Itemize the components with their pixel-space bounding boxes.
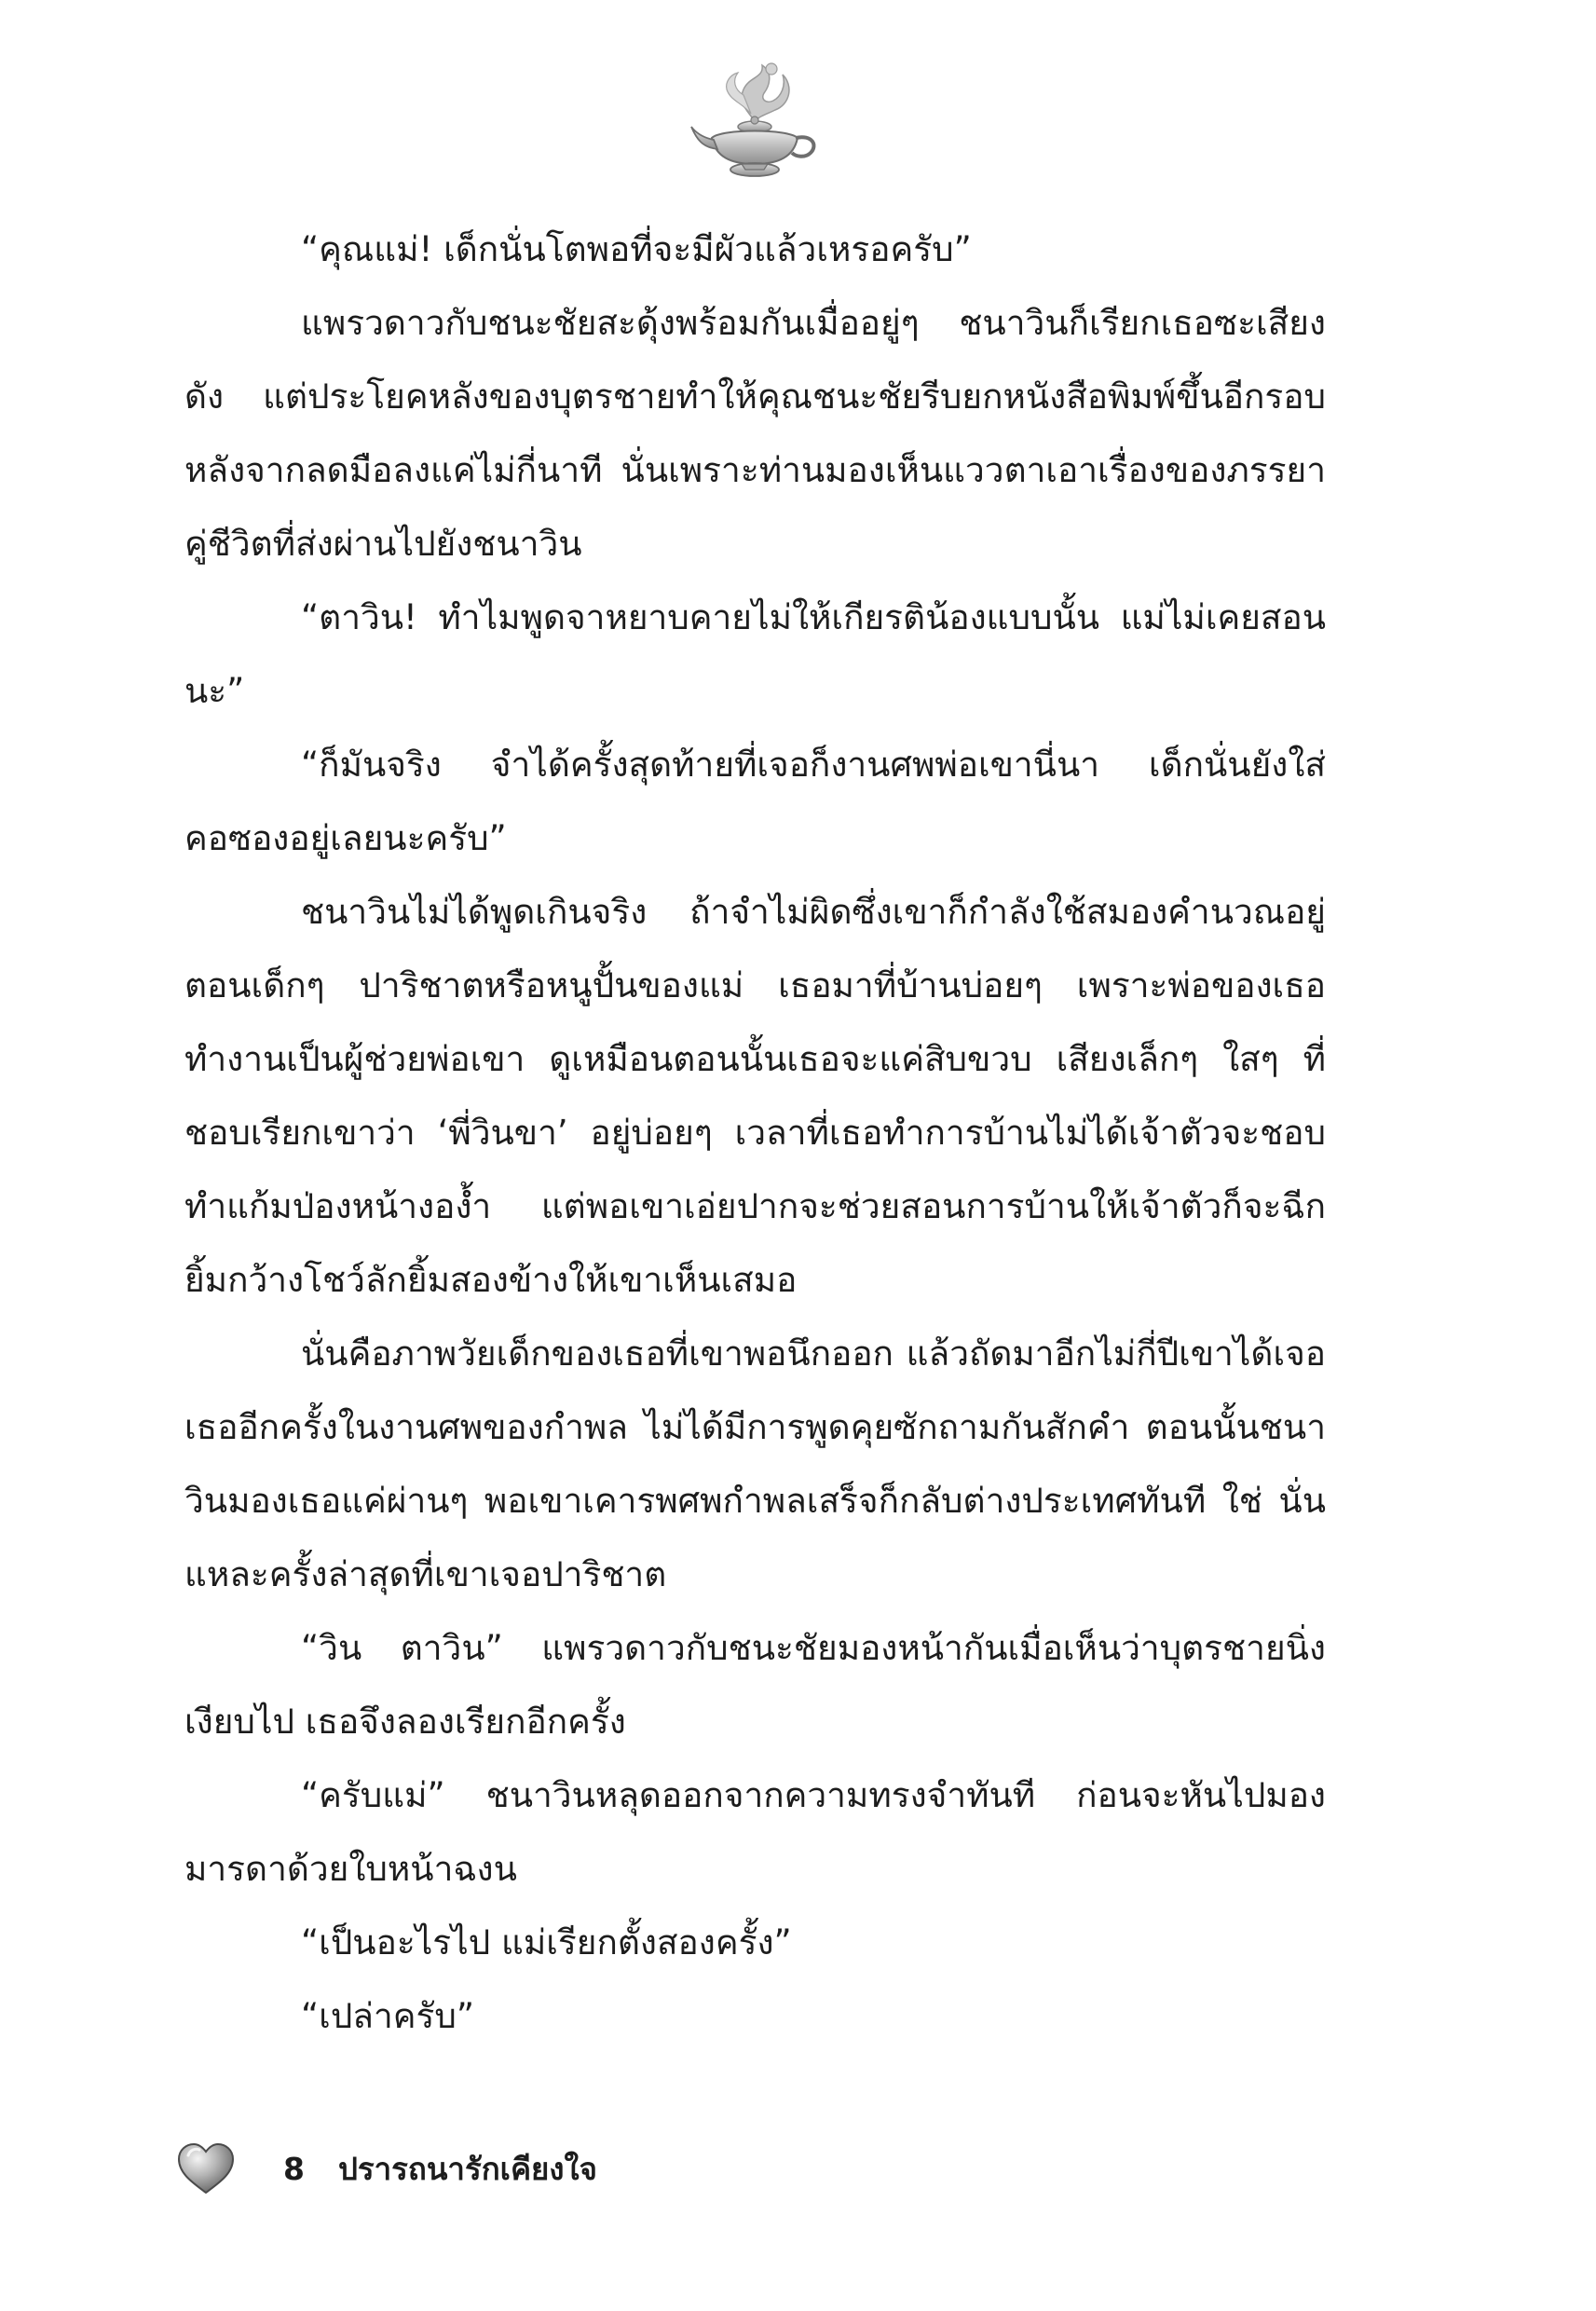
heart-icon [177, 2142, 235, 2195]
paragraph: “คุณแม่! เด็กนั่นโตพอที่จะมีผัวแล้วเหรอครับ” [301, 229, 972, 269]
paragraph: “เปล่าครับ” [301, 1996, 475, 2036]
paragraph: “ตาวิน! ทำไมพูดจาหยาบคายไม่ให้เกียรติน้องแบบนั้น แม่ไม่เคยสอนนะ” [184, 597, 1326, 711]
paragraph: “วิน ตาวิน” แพรวดาวกับชนะชัยมองหน้ากันเมื่อเห็นว่าบุตรชายนิ่งเงียบไป เธอจึงลองเรียกอีกครั้ง [184, 1628, 1326, 1742]
paragraph: “ก็มันจริง จำได้ครั้งสุดท้ายที่เจอก็งานศพพ่อเขานี่นา เด็กนั่นยังใส่คอซองอยู่เลยนะครับ” [184, 745, 1326, 858]
paragraph: แพรวดาวกับชนะชัยสะดุ้งพร้อมกันเมื่ออยู่ๆ ชนาวินก็เรียกเธอซะเสียงดัง แต่ประโยคหลังของบุตรชายทำให้คุณชนะชัยรีบยกหนังสือพิมพ์ขึ้นอีกรอบหลังจากลดมือลงแค่ไม่กี่นาที นั่นเพราะท่านมองเห็นแววตาเอาเรื่องของภรรยาคู่ชีวิตที่ส่งผ่านไปยังชนาวิน [184, 303, 1326, 564]
story-text [184, 212, 1326, 2053]
genie-lamp-svg [689, 48, 820, 188]
paragraph: นั่นคือภาพวัยเด็กของเธอที่เขาพอนึกออก แล้วถัดมาอีกไม่กี่ปีเขาได้เจอเธออีกครั้งในงานศพของกำพล ไม่ได้มีการพูดคุยซักถามกันสักคำ ตอนนั้นชนาวินมองเธอแค่ผ่านๆ พอเขาเคารพศพกำพลเสร็จก็กลับต่างประเทศทันที ใช่ นั่นแหละครั้งล่าสุดที่เขาเจอปาริชาต [184, 1333, 1326, 1594]
page-footer [177, 2136, 1016, 2201]
book-title: ปรารถนารักเคียงใจ [337, 2150, 597, 2187]
paragraph: “ครับแม่” ชนาวินหลุดออกจากความทรงจำทันที ก่อนจะหันไปมองมารดาด้วยใบหน้าฉงน [184, 1775, 1326, 1889]
paragraph: ชนาวินไม่ได้พูดเกินจริง ถ้าจำไม่ผิดซึ่งเขาก็กำลังใช้สมองคำนวณอยู่ ตอนเด็กๆ ปาริชาตหรือหนูปั้นของแม่ เธอมาที่บ้านบ่อยๆ เพราะพ่อของเธอทำงานเป็นผู้ช่วยพ่อเขา ดูเหมือนตอนนั้นเธอจะแค่สิบขวบ เสียงเล็กๆ ใสๆ ที่ชอบเรียกเขาว่า ‘พี่วินขา’ อยู่บ่อยๆ เวลาที่เธอทำการบ้านไม่ได้เจ้าตัวจะชอบทำแก้มป่องหน้างองํ้า แต่พอเขาเอ่ยปากจะช่วยสอนการบ้านให้เจ้าตัวก็จะฉีกยิ้มกว้างโชว์ลักยิ้มสองข้างให้เขาเห็นเสมอ [184, 892, 1326, 1300]
genie-lamp-icon [689, 48, 820, 188]
page-number: 8 [283, 2150, 305, 2187]
paragraph: “เป็นอะไรไป แม่เรียกตั้งสองครั้ง” [301, 1922, 792, 1962]
